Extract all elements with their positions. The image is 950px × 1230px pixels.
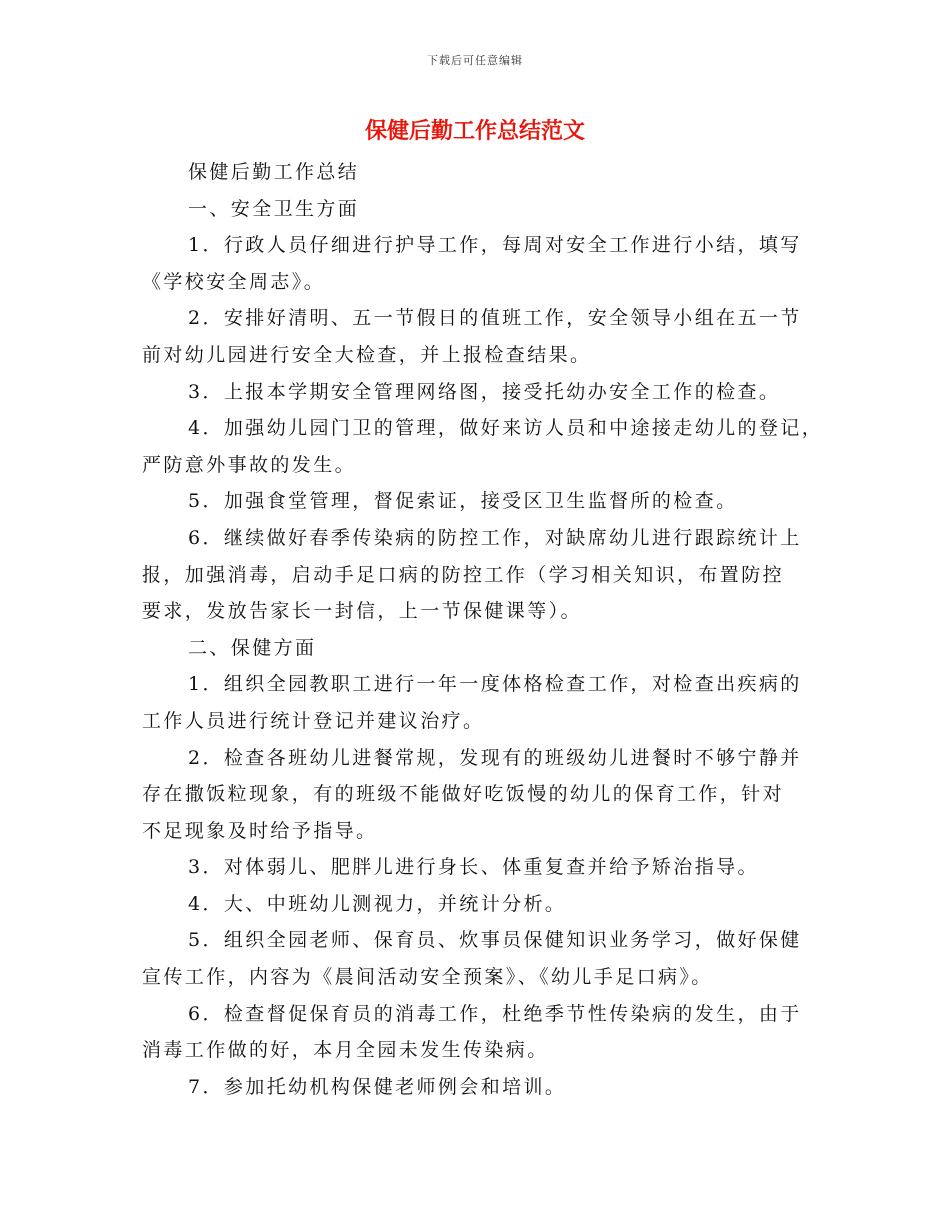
body-line: 2．安排好清明、五一节假日的值班工作，安全领导小组在五一节 (188, 307, 802, 330)
body-line: 存在撒饭粒现象，有的班级不能做好吃饭慢的幼儿的保育工作，针对 (142, 783, 785, 806)
body-line: 4．大、中班幼儿测视力，并统计分析。 (188, 892, 567, 915)
body-line: 3．对体弱儿、肥胖儿进行身长、体重复查并给予矫治指导。 (188, 856, 759, 879)
body-line: 3．上报本学期安全管理网络图，接受托幼办安全工作的检查。 (188, 380, 781, 403)
page-header-note: 下载后可任意编辑 (427, 54, 523, 67)
body-line: 消毒工作做的好，本月全园未发生传染病。 (142, 1039, 549, 1062)
body-line: 4．加强幼儿园门卫的管理，做好来访人员和中途接走幼儿的登记， (188, 417, 824, 440)
document-title: 保健后勤工作总结范文 (364, 119, 585, 144)
body-line: 7．参加托幼机构保健老师例会和培训。 (188, 1075, 567, 1098)
body-line: 二、保健方面 (188, 636, 317, 659)
body-line: 报，加强消毒，启动手足口病的防控工作（学习相关知识，布置防控 (142, 563, 785, 586)
body-line: 《学校安全周志》。 (142, 270, 326, 293)
body-line: 要求，发放告家长一封信，上一节保健课等）。 (142, 600, 582, 623)
body-line: 前对幼儿园进行安全大检查，并上报检查结果。 (142, 343, 592, 366)
body-line: 严防意外事故的发生。 (142, 453, 357, 476)
body-line: 1．行政人员仔细进行护导工作，每周对安全工作进行小结，填写 (188, 234, 802, 257)
body-line: 6．检查督促保育员的消毒工作，杜绝季节性传染病的发生，由于 (188, 1002, 802, 1025)
body-line: 6．继续做好春季传染病的防控工作，对缺席幼儿进行跟踪统计上 (188, 526, 802, 549)
body-line: 5．加强食堂管理，督促索证，接受区卫生监督所的检查。 (188, 490, 738, 513)
body-line: 宣传工作，内容为《晨间活动安全预案》、《幼儿手足口病》。 (142, 966, 713, 989)
body-line: 不足现象及时给予指导。 (142, 819, 378, 842)
body-line: 一、安全卫生方面 (188, 197, 360, 220)
body-line: 保健后勤工作总结 (188, 161, 360, 183)
body-line: 1．组织全园教职工进行一年一度体格检查工作，对检查出疾病的 (188, 673, 802, 696)
document-body (142, 154, 822, 1105)
body-line: 工作人员进行统计登记并建议治疗。 (142, 709, 485, 732)
body-line: 5．组织全园老师、保育员、炊事员保健知识业务学习，做好保健 (188, 929, 802, 952)
body-line: 2．检查各班幼儿进餐常规，发现有的班级幼儿进餐时不够宁静并 (188, 746, 802, 769)
